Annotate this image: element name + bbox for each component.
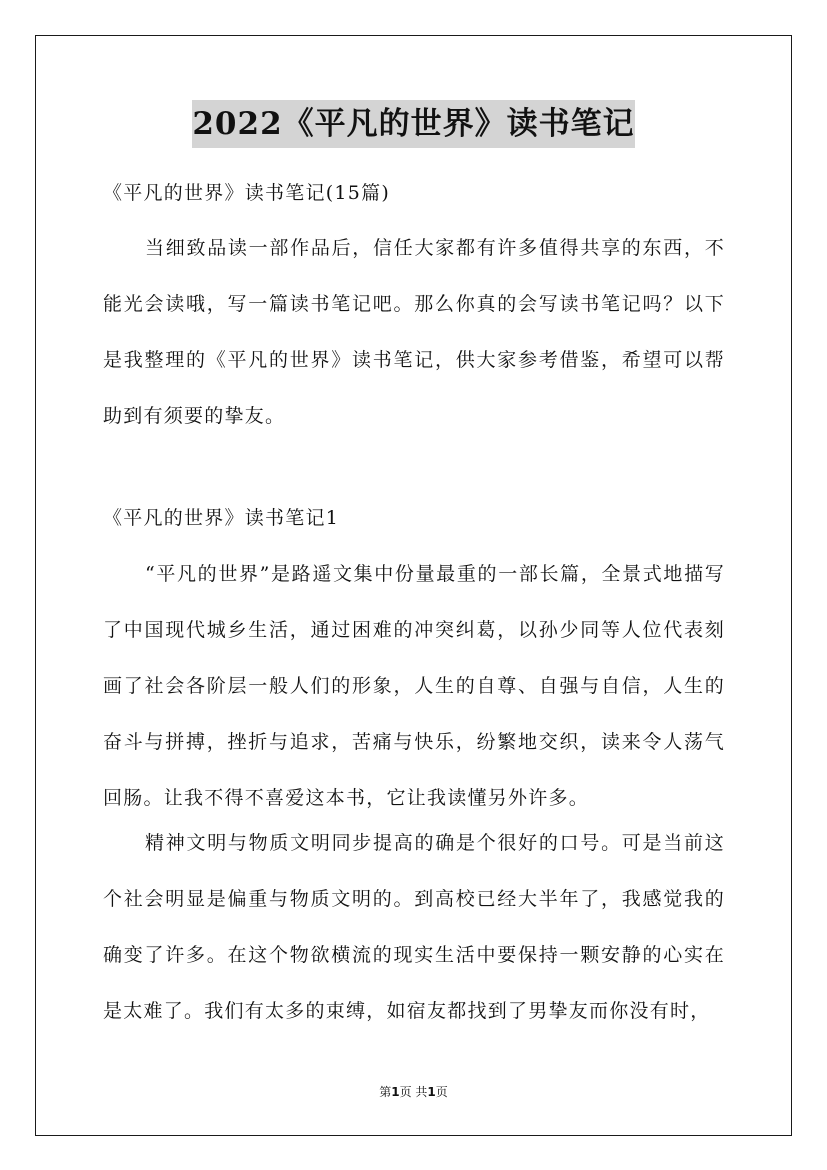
footer-page-total: 1 <box>427 1085 436 1099</box>
footer-page-mid: 页 共 <box>399 1085 428 1099</box>
page-footer <box>0 1083 827 1100</box>
footer-page-number: 1 <box>391 1085 400 1099</box>
document-subtitle: 《平凡的世界》读书笔记(15篇) <box>103 182 391 204</box>
section-heading: 《平凡的世界》读书笔记1 <box>103 507 340 529</box>
document-title: 2022《平凡的世界》读书笔记 <box>192 100 634 148</box>
title-area <box>0 100 827 148</box>
footer-page-suffix: 页 <box>435 1085 448 1099</box>
footer-page-prefix: 第 <box>379 1085 392 1099</box>
body-paragraph-1: “平凡的世界”是路遥文集中份量最重的一部长篇，全景式地描写了中国现代城乡生活，通过困难的冲突纠葛，以孙少同等人位代表刻画了社会各阶层一般人们的形象，人生的自尊、自强与自信，人生的奋斗与拼搏，挫折与追求，苦痛与快乐，纷繁地交织，读来令人荡气回肠。让我不得不喜爱这本书，它让我读懂另外许多。 <box>103 563 725 809</box>
intro-paragraph: 当细致品读一部作品后，信任大家都有许多值得共享的东西，不能光会读哦，写一篇读书笔记吧。那么你真的会写读书笔记吗？以下是我整理的《平凡的世界》读书笔记，供大家参考借鉴，希望可以帮助到有须要的挚友。 <box>103 237 725 427</box>
body-paragraph-2: 精神文明与物质文明同步提高的确是个很好的口号。可是当前这个社会明显是偏重与物质文明的。到高校已经大半年了，我感觉我的确变了许多。在这个物欲横流的现实生活中要保持一颗安静的心实在是太难了。我们有太多的束缚，如宿友都找到了男挚友而你没有时， <box>103 832 725 1022</box>
